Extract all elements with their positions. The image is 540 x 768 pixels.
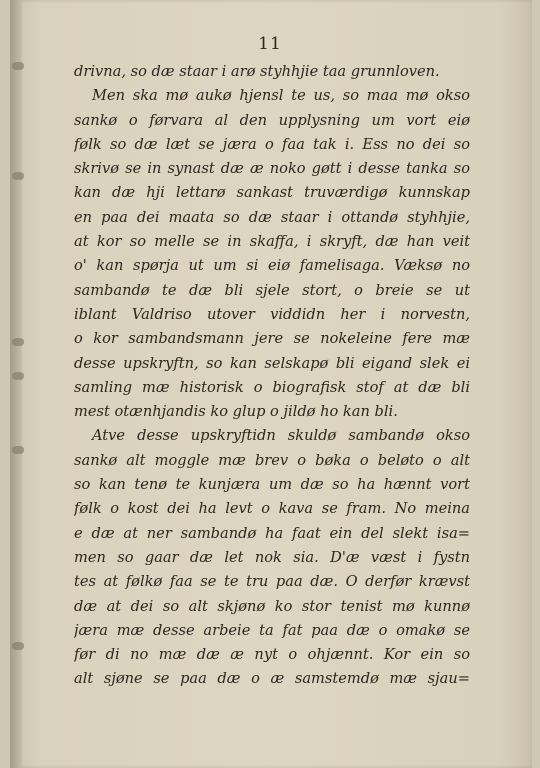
binding-thread xyxy=(12,372,24,380)
binding-thread xyxy=(12,62,24,70)
text-line: skrivø se in synast dæ æ noko gøtt i desse tanka so xyxy=(74,160,470,178)
text-line: iblant Valdriso utover viddidn her i norvestn, xyxy=(74,305,470,323)
binding-thread xyxy=(12,446,24,454)
text-line: Atve desse upskryftidn skuldø sambandø okso xyxy=(92,427,470,445)
page-number: 11 xyxy=(258,34,282,54)
text-line: alt sjøne se paa dæ o æ samstemdø mæ sjau= xyxy=(74,670,470,688)
text-line: tes at følkø faa se te tru paa dæ. O derfør krævst xyxy=(74,573,470,591)
page-binding xyxy=(10,0,22,768)
text-line: so kan tenø te kunjæra um dæ so ha hænnt vort xyxy=(74,476,470,494)
text-line: Men ska mø aukø hjensl te us, so maa mø okso xyxy=(92,87,470,105)
text-line: sankø o førvara al den upplysning um vort eiø xyxy=(74,111,470,129)
text-line: jæra mæ desse arbeie ta fat paa dæ o omakø se xyxy=(74,621,470,639)
binding-thread xyxy=(12,172,24,180)
binding-thread xyxy=(12,338,24,346)
text-line: e dæ at ner sambandø ha faat ein del slekt isa= xyxy=(74,524,470,542)
text-line: sambandø te dæ bli sjele stort, o breie se ut xyxy=(74,281,470,299)
text-line: o kor sambandsmann jere se nokeleine fere mæ xyxy=(74,330,470,348)
text-line: følk so dæ læt se jæra o faa tak i. Ess no dei so xyxy=(74,135,470,153)
text-line: desse upskryftn, so kan selskapø bli eigand slek ei xyxy=(74,354,470,372)
text-line: o' kan spørja ut um si eiø famelisaga. Væksø no xyxy=(74,257,470,275)
text-line: at kor so melle se in skaffa, i skryft, dæ han veit xyxy=(74,233,470,251)
binding-thread xyxy=(12,642,24,650)
text-line: før di no mæ dæ æ nyt o ohjænnt. Kor ein so xyxy=(74,646,470,664)
text-line: dæ at dei so alt skjønø ko stor tenist mø kunnø xyxy=(74,597,470,615)
text-line: men so gaar dæ let nok sia. D'æ væst i fystn xyxy=(74,548,470,566)
text-line: kan dæ hji lettarø sankast truværdigø kunnskap xyxy=(74,184,470,202)
text-line: drivna, so dæ staar i arø styhhjie taa grunnloven. xyxy=(74,63,440,80)
text-line: følk o kost dei ha levt o kava se fram. No meina xyxy=(74,500,470,518)
body-text xyxy=(74,60,470,692)
text-line: en paa dei maata so dæ staar i ottandø styhhjie, xyxy=(74,208,470,226)
text-line: samling mæ historisk o biografisk stof at dæ bli xyxy=(74,378,470,396)
text-line: sankø alt moggle mæ brev o bøka o beløto o alt xyxy=(74,451,470,469)
text-line: mest otænhjandis ko glup o jildø ho kan bli. xyxy=(74,403,398,421)
